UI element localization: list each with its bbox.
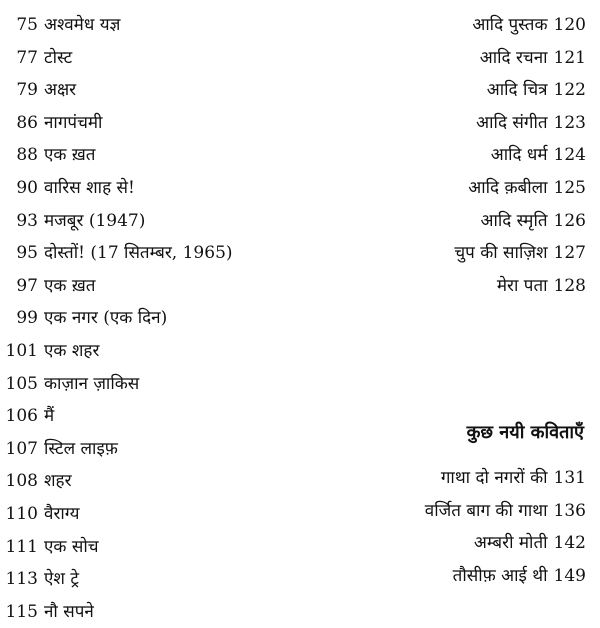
- contents-entry: [286, 107, 586, 140]
- contents-entry: [0, 596, 300, 628]
- entry-title: नौ सपने: [44, 601, 94, 622]
- left-contents-column: [0, 9, 300, 628]
- entry-page-number: 131: [553, 468, 586, 488]
- contents-entry: [286, 205, 586, 238]
- contents-entry: [286, 560, 586, 593]
- contents-entry: [0, 237, 300, 270]
- entry-page-number: 106: [5, 406, 38, 427]
- contents-entry: [286, 172, 586, 205]
- entry-title: वारिस शाह से!: [44, 177, 135, 198]
- contents-entry: [286, 74, 586, 107]
- contents-entry: [286, 9, 586, 42]
- entry-page-number: 79: [16, 80, 38, 101]
- entry-page-number: 127: [553, 243, 586, 264]
- entry-page-number: 105: [5, 373, 38, 394]
- entry-page-number: 128: [553, 275, 586, 296]
- entry-page-number: 126: [553, 210, 586, 231]
- entry-title: आदि संगीत: [476, 112, 548, 133]
- contents-entry: [286, 462, 586, 495]
- contents-entry: [0, 400, 300, 433]
- contents-entry: [286, 42, 586, 75]
- entry-title: नागपंचमी: [44, 112, 103, 133]
- entry-title: चुप की साज़िश: [454, 243, 548, 264]
- entry-page-number: 108: [5, 471, 38, 492]
- entry-title: वर्जित बाग की गाथा: [424, 500, 548, 521]
- contents-entry: [0, 205, 300, 238]
- contents-entry: [0, 465, 300, 498]
- entry-title: अश्वमेध यज्ञ: [44, 15, 121, 35]
- entry-title: एक नगर (एक दिन): [44, 308, 168, 329]
- contents-entry: [0, 172, 300, 205]
- contents-entry: [286, 237, 586, 270]
- entry-page-number: 124: [553, 145, 586, 166]
- entry-page-number: 115: [5, 601, 38, 622]
- entry-page-number: 113: [5, 569, 38, 590]
- contents-entry: [0, 139, 300, 172]
- entry-title: आदि धर्म: [490, 145, 548, 166]
- entry-title: आदि स्मृति: [480, 210, 548, 231]
- contents-entry: [0, 498, 300, 531]
- entry-title: आदि क़बीला: [468, 177, 548, 198]
- entry-title: तौसीफ़ आई थी: [452, 565, 548, 586]
- entry-title: दोस्तों! (17 सितम्बर, 1965): [44, 243, 233, 264]
- contents-entry: [0, 302, 300, 335]
- contents-entry: [286, 495, 586, 528]
- contents-entry: [0, 368, 300, 401]
- contents-entry: [0, 270, 300, 303]
- contents-entry: [0, 107, 300, 140]
- contents-entry: [0, 433, 300, 466]
- entry-page-number: 149: [553, 565, 586, 586]
- entry-page-number: 123: [553, 112, 586, 133]
- entry-title: टोस्ट: [44, 47, 73, 68]
- right-contents-column: [286, 9, 586, 302]
- entry-title: मैं: [44, 406, 55, 427]
- entry-page-number: 107: [5, 438, 38, 459]
- contents-entry: [0, 74, 300, 107]
- entry-page-number: 125: [553, 177, 586, 198]
- entry-page-number: 75: [16, 15, 38, 35]
- entry-page-number: 110: [5, 503, 38, 524]
- entry-title: एक सोच: [44, 536, 99, 557]
- entry-title: आदि चित्र: [486, 80, 548, 101]
- contents-entry: [0, 42, 300, 75]
- contents-entry: [286, 139, 586, 172]
- entry-title: काज़ान ज़ाकिस: [44, 373, 140, 394]
- entry-title: मेरा पता: [496, 275, 548, 296]
- entry-page-number: 95: [16, 243, 38, 264]
- contents-entry: [0, 9, 300, 42]
- entry-page-number: 97: [16, 275, 38, 296]
- entry-title: आदि रचना: [479, 47, 548, 68]
- contents-entry: [286, 270, 586, 303]
- entry-page-number: 122: [553, 80, 586, 101]
- contents-entry: [0, 335, 300, 368]
- entry-page-number: 90: [16, 177, 38, 198]
- entry-page-number: 101: [5, 340, 38, 361]
- entry-title: शहर: [44, 471, 72, 492]
- contents-entry: [0, 531, 300, 564]
- entry-page-number: 111: [5, 536, 38, 557]
- entry-page-number: 120: [553, 15, 586, 35]
- section-heading: कुछ नयी कविताएँ: [466, 422, 584, 443]
- entry-page-number: 142: [553, 533, 586, 554]
- entry-title: स्टिल लाइफ़: [44, 438, 118, 459]
- entry-title: वैराग्य: [44, 503, 80, 524]
- new-poems-column: [286, 462, 586, 592]
- entry-title: ऐश ट्रे: [44, 569, 79, 590]
- entry-page-number: 93: [16, 210, 38, 231]
- entry-title: अम्बरी मोती: [473, 533, 548, 554]
- entry-title: गाथा दो नगरों की: [440, 468, 548, 488]
- entry-title: आदि पुस्तक: [472, 15, 548, 35]
- entry-title: एक ख़त: [44, 145, 96, 166]
- entry-page-number: 88: [16, 145, 38, 166]
- entry-title: मजबूर (1947): [44, 210, 146, 231]
- contents-entry: [0, 563, 300, 596]
- entry-page-number: 121: [553, 47, 586, 68]
- entry-page-number: 77: [16, 47, 38, 68]
- entry-page-number: 86: [16, 112, 38, 133]
- entry-page-number: 99: [16, 308, 38, 329]
- entry-title: एक ख़त: [44, 275, 96, 296]
- contents-entry: [286, 527, 586, 560]
- entry-title: अक्षर: [44, 80, 77, 101]
- entry-page-number: 136: [553, 500, 586, 521]
- entry-title: एक शहर: [44, 340, 100, 361]
